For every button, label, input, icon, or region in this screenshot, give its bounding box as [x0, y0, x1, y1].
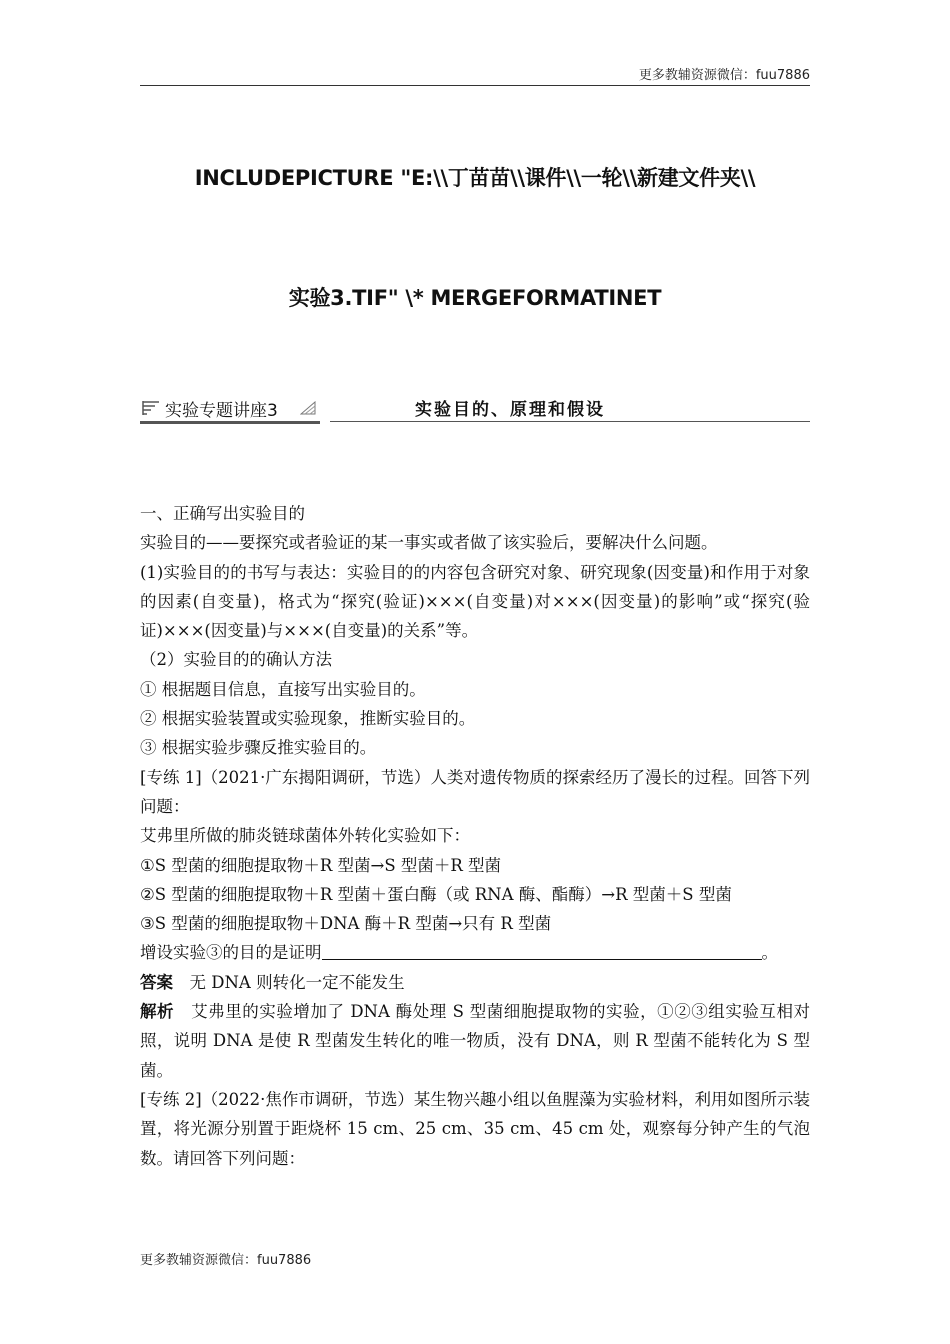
exercise-2-tag: [专练 2] — [140, 1089, 202, 1109]
exercise-1-intro: 艾弗里所做的肺炎链球菌体外转化实验如下： — [140, 826, 470, 846]
experiment-step: ①S 型菌的细胞提取物＋R 型菌→S 型菌＋R 型菌 — [140, 855, 502, 875]
method-item: ① 根据题目信息，直接写出实验目的。 — [140, 679, 426, 699]
answer-text: 无 DNA 则转化一定不能发生 — [189, 972, 405, 992]
answer-blank — [322, 941, 762, 960]
method-item: ③ 根据实验步骤反推实验目的。 — [140, 738, 377, 758]
exercise-1-question: 人类对遗传物质的探索经历了漫长的过程。回答下列问题： — [140, 767, 810, 816]
exercise-1-tag: [专练 1] — [140, 767, 202, 787]
banner-label: 实验专题讲座3 — [165, 401, 278, 421]
document-body — [140, 499, 810, 1173]
exercise-2-question: 某生物兴趣小组以鱼腥藻为实验材料，利用如图所示装置，将光源分别置于距烧杯 15 cm、25 cm、35 cm、45 cm 处，观察每分钟产生的气泡数。请回答下列问题： — [140, 1089, 810, 1168]
experiment-step: ③S 型菌的细胞提取物＋DNA 酶＋R 型菌→只有 R 型菌 — [140, 914, 552, 934]
fill-in-question — [140, 938, 810, 967]
analysis-text: 艾弗里的实验增加了 DNA 酶处理 S 型菌细胞提取物的实验，①②③组实验互相对照，说明 DNA 是使 R 型菌发生转化的唯一物质，没有 DNA，则 R 型菌不能转化为 S 型菌。 — [140, 1002, 811, 1080]
experiment-step: ②S 型菌的细胞提取物＋R 型菌＋蛋白酶（或 RNA 酶、酯酶）→R 型菌＋S 型菌 — [140, 884, 732, 904]
banner-left — [140, 393, 320, 424]
question-suffix: 。 — [761, 943, 778, 963]
point-1: (1)实验目的的书写与表达：实验目的的内容包含研究对象、研究现象(因变量)和作用于对象的因素(自变量)，格式为“探究(验证)×××(自变量)对×××(因变量)的影响”或“探究(验证)×××(因变量)与×××(自变量)的关系”等。 — [140, 562, 810, 641]
footer-note: 更多教辅资源微信：fuu7886 — [140, 1253, 312, 1268]
answer-label: 答案 — [140, 972, 173, 992]
section-banner — [140, 393, 810, 423]
method-item: ② 根据实验装置或实验现象，推断实验目的。 — [140, 709, 476, 729]
exercise-2-source: （2022·焦作市调研，节选） — [201, 1089, 414, 1109]
title-line-2: 实验3.TIF" \* MERGEFORMATINET — [288, 286, 662, 310]
exercise-1-source: （2021·广东揭阳调研，节选） — [201, 767, 431, 787]
point-2: （2）实验目的的确认方法 — [140, 650, 332, 670]
question-prefix: 增设实验③的目的是证明 — [140, 943, 322, 963]
definition-text: 实验目的——要探究或者验证的某一事实或者做了该实验后，要解决什么问题。 — [140, 533, 718, 553]
answer-line — [140, 968, 810, 997]
triangle-hatch-icon — [300, 401, 316, 415]
header-note: 更多教辅资源微信：fuu7886 — [638, 68, 810, 83]
header-divider — [140, 85, 810, 86]
stripes-icon — [142, 400, 160, 416]
analysis-label: 解析 — [140, 1002, 175, 1022]
section-heading: 一、正确写出实验目的 — [140, 504, 305, 523]
exercise-2-stem — [140, 1085, 810, 1173]
exercise-1-stem — [140, 763, 810, 822]
analysis-paragraph — [140, 997, 810, 1085]
banner-title: 实验目的、原理和假设 — [415, 400, 605, 420]
title-line-1: INCLUDEPICTURE "E:\\丁苗苗\\课件\\一轮\\新建文件夹\\ — [194, 166, 756, 190]
banner-right — [330, 393, 810, 422]
